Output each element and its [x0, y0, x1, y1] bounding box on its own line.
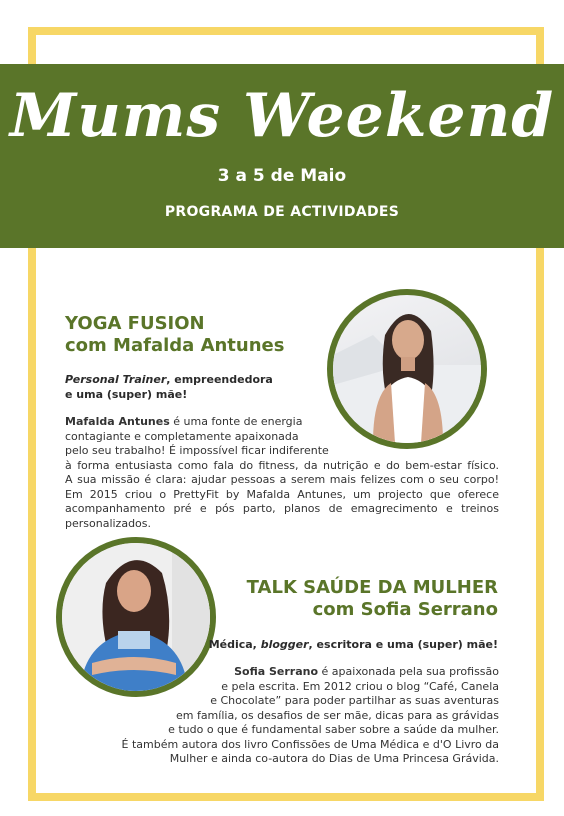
tag-italic: Personal Trainer	[65, 373, 167, 386]
program-heading: PROGRAMA DE ACTIVIDADES	[164, 204, 400, 220]
tag-italic: blogger	[260, 638, 309, 651]
bio-line: e Chocolate” para poder partilhar as suas aventuras	[210, 694, 499, 707]
tag-rest: , empreendedora	[166, 373, 273, 386]
bio-line: e pela escrita. Em 2012 criou o blog “Café, Canela	[221, 679, 499, 693]
section2-bio	[65, 665, 499, 767]
section2-tagline	[209, 637, 498, 652]
tag-pre: Médica,	[208, 638, 261, 651]
bio-name: Mafalda Antunes	[65, 415, 170, 428]
section1-tagline	[65, 372, 273, 402]
bio-line: pelo seu trabalho! É impossível ficar indiferente	[65, 444, 329, 457]
bio-line: Mulher e ainda co-autora do Dias de Uma Princesa Grávida.	[169, 752, 499, 765]
bio-line: é uma fonte de energia	[169, 415, 303, 428]
bio-line: A sua missão é clara: ajudar pessoas a serem mais felizes com o seu corpo!	[65, 473, 499, 486]
bio-line: à forma entusiasta como fala do fitness, da nutrição e do bem-estar físico.	[65, 458, 499, 472]
bio-line: é apaixonada pela sua profissão	[318, 665, 499, 678]
tag-line2: e uma (super) mãe!	[65, 388, 188, 401]
section2-title-line2: com Sofia Serrano	[312, 599, 498, 620]
bio-line: É também autora dos livro Confissões de Uma Médica e d'O Livro da	[121, 737, 499, 751]
event-title: Mums Weekend	[9, 81, 555, 151]
bio-line: contagiante e completamente apaixonada	[65, 429, 299, 443]
bio-line: Em 2015 criou o PrettyFit by Mafalda Antunes, um projecto que oferece	[65, 487, 499, 501]
bio-name: Sofia Serrano	[234, 665, 319, 678]
section2-title-line1: TALK SAÚDE DA MULHER	[246, 577, 498, 598]
section1-bio	[65, 415, 499, 531]
section2-title	[247, 577, 498, 621]
bio-line: em família, os desafios de ser mãe, dicas para as grávidas	[175, 708, 499, 722]
bio-line: personalizados.	[65, 516, 152, 530]
section1-title-line2: com Mafalda Antunes	[65, 335, 285, 356]
section1-title-line1: YOGA FUSION	[65, 313, 205, 334]
section1-title	[65, 313, 284, 357]
bio-line: acompanhamento pré e pós parto, planos de emagrecimento e treinos	[65, 502, 499, 515]
tag-post: , escritora e uma (super) mãe!	[308, 638, 498, 651]
bio-line: e tudo o que é fundamental saber sobre a saúde da mulher.	[168, 723, 499, 736]
event-dates: 3 a 5 de Maio	[217, 166, 347, 186]
